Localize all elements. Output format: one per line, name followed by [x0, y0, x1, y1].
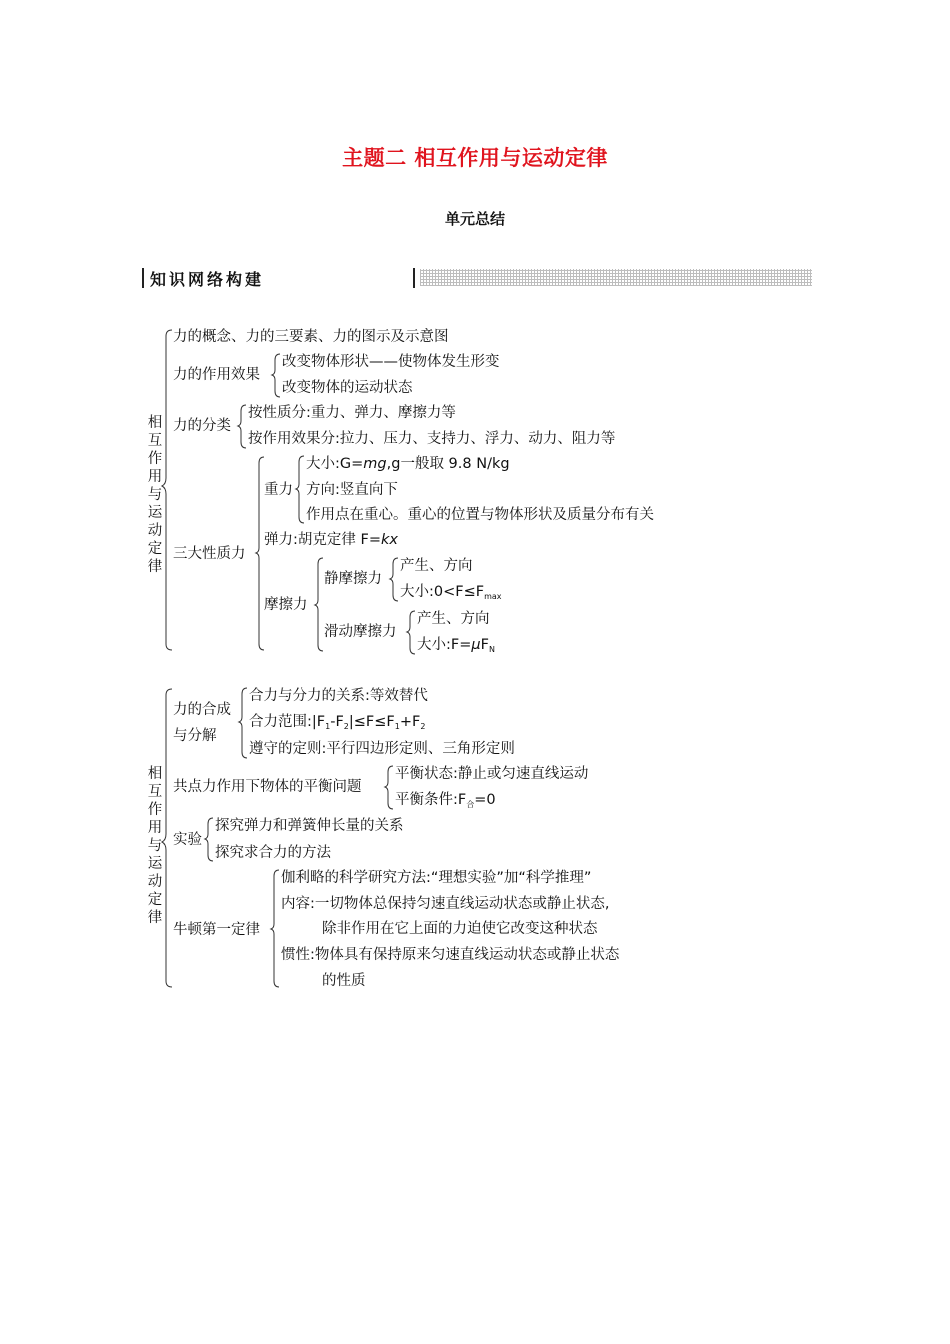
- elastic-force: [264, 533, 398, 548]
- brace-friction: [315, 558, 323, 651]
- range-sub-4: 2: [420, 722, 426, 731]
- range-mid: -F: [330, 714, 344, 730]
- elastic-prefix: 弹力:胡克定律 F=: [264, 532, 381, 548]
- page-title: 主题二 相互作用与运动定律: [342, 146, 608, 170]
- sliding-size-prefix: 大小:F=: [417, 637, 472, 653]
- gravity-size-prefix: 大小:G=: [306, 456, 364, 472]
- newton1-label: 牛顿第一定律: [173, 922, 260, 938]
- brace-equilibrium: [385, 766, 393, 809]
- elastic-x: x: [389, 532, 398, 548]
- effect-item-1: 改变物体形状——使物体发生形变: [282, 354, 500, 370]
- range-sub-3: 1: [394, 722, 400, 731]
- map2-root-label: 相互作用与运动定律: [147, 766, 163, 926]
- range-prefix: 合力范围:|F: [249, 714, 326, 730]
- sliding-size: [417, 638, 495, 654]
- brace-three-forces: [256, 457, 264, 650]
- equilibrium-state: 平衡状态:静止或匀速直线运动: [395, 766, 589, 782]
- brace-newton: [271, 870, 279, 987]
- newton1-galileo: 伽利略的科学研究方法:“理想实验”加“科学推理”: [281, 870, 592, 886]
- gravity-label: 重力: [264, 482, 293, 498]
- experiment-item-1: 探究弹力和弹簧伸长量的关系: [215, 818, 404, 834]
- section-label: 知识网络构建: [150, 270, 265, 289]
- composition-range: [249, 715, 425, 731]
- composition-label-1: 力的合成: [173, 702, 231, 718]
- effect-label: 力的作用效果: [173, 367, 260, 383]
- experiment-label: 实验: [173, 832, 202, 848]
- brace-static: [390, 558, 398, 601]
- newton1-inertia-2: 的性质: [322, 973, 366, 989]
- static-size-sub: max: [484, 592, 502, 601]
- equilibrium-condition: [395, 793, 496, 809]
- section-dotted-fill: [420, 269, 812, 286]
- range-mid-2: |≤F≤F: [348, 714, 395, 730]
- sliding-friction-label: 滑动摩擦力: [324, 624, 397, 640]
- force-concept: 力的概念、力的三要素、力的图示及示意图: [173, 329, 449, 345]
- brace-composition: [239, 688, 247, 758]
- sliding-size-mu: μ: [471, 637, 481, 653]
- effect-item-2: 改变物体的运动状态: [282, 380, 413, 396]
- brace-classification: [238, 405, 246, 448]
- brace-sliding: [407, 611, 415, 654]
- three-forces-label: 三大性质力: [173, 546, 246, 562]
- cond-prefix: 平衡条件:F: [395, 792, 467, 808]
- static-size-prefix: 大小:0<F≤F: [400, 584, 485, 600]
- newton1-inertia-1: 惯性:物体具有保持原来匀速直线运动状态或静止状态: [281, 947, 620, 963]
- gravity-size: [306, 457, 510, 472]
- section-header: [142, 267, 812, 289]
- static-friction-label: 静摩擦力: [324, 571, 382, 587]
- gravity-point: 作用点在重心。重心的位置与物体形状及质量分布有关: [306, 507, 654, 523]
- composition-label-2: 与分解: [173, 728, 217, 744]
- equilibrium-label: 共点力作用下物体的平衡问题: [173, 779, 362, 795]
- static-size: [400, 585, 502, 601]
- cond-sub: 合: [466, 800, 475, 809]
- sliding-size-sub: N: [488, 645, 495, 654]
- classification-item-2: 按作用效果分:拉力、压力、支持力、浮力、动力、阻力等: [248, 431, 616, 447]
- brace-experiment: [205, 818, 213, 861]
- page-subtitle: 单元总结: [444, 210, 505, 228]
- static-origin: 产生、方向: [400, 558, 473, 574]
- range-sub-1: 1: [325, 722, 331, 731]
- classification-label: 力的分类: [173, 418, 231, 434]
- section-left-bar: [142, 268, 144, 288]
- composition-item-3: 遵守的定则:平行四边形定则、三角形定则: [249, 741, 515, 757]
- map1-root-label: 相互作用与运动定律: [147, 415, 163, 575]
- range-mid-3: +F: [399, 714, 421, 730]
- section-right-bar: [413, 268, 415, 288]
- sliding-origin: 产生、方向: [417, 611, 490, 627]
- range-sub-2: 2: [343, 722, 349, 731]
- gravity-size-m: m: [363, 456, 378, 472]
- cond-suffix: =0: [474, 792, 496, 808]
- classification-item-1: 按性质分:重力、弹力、摩擦力等: [248, 405, 456, 421]
- elastic-k: k: [380, 532, 390, 548]
- friction-label: 摩擦力: [264, 597, 308, 613]
- brace-effect: [272, 354, 280, 397]
- gravity-size-suffix: ,g一般取 9.8 N/kg: [386, 456, 510, 472]
- gravity-size-g: g: [377, 456, 387, 472]
- experiment-item-2: 探究求合力的方法: [215, 845, 331, 861]
- newton1-content-1: 内容:一切物体总保持匀速直线运动状态或静止状态,: [281, 896, 610, 912]
- brace-map1-root: [162, 330, 172, 650]
- composition-item-1: 合力与分力的关系:等效替代: [249, 688, 428, 704]
- brace-map2-root: [162, 689, 172, 987]
- sliding-size-f: F: [480, 637, 489, 653]
- gravity-direction: 方向:竖直向下: [306, 482, 398, 498]
- newton1-content-2: 除非作用在它上面的力迫使它改变这种状态: [322, 921, 598, 937]
- brace-gravity: [296, 456, 304, 523]
